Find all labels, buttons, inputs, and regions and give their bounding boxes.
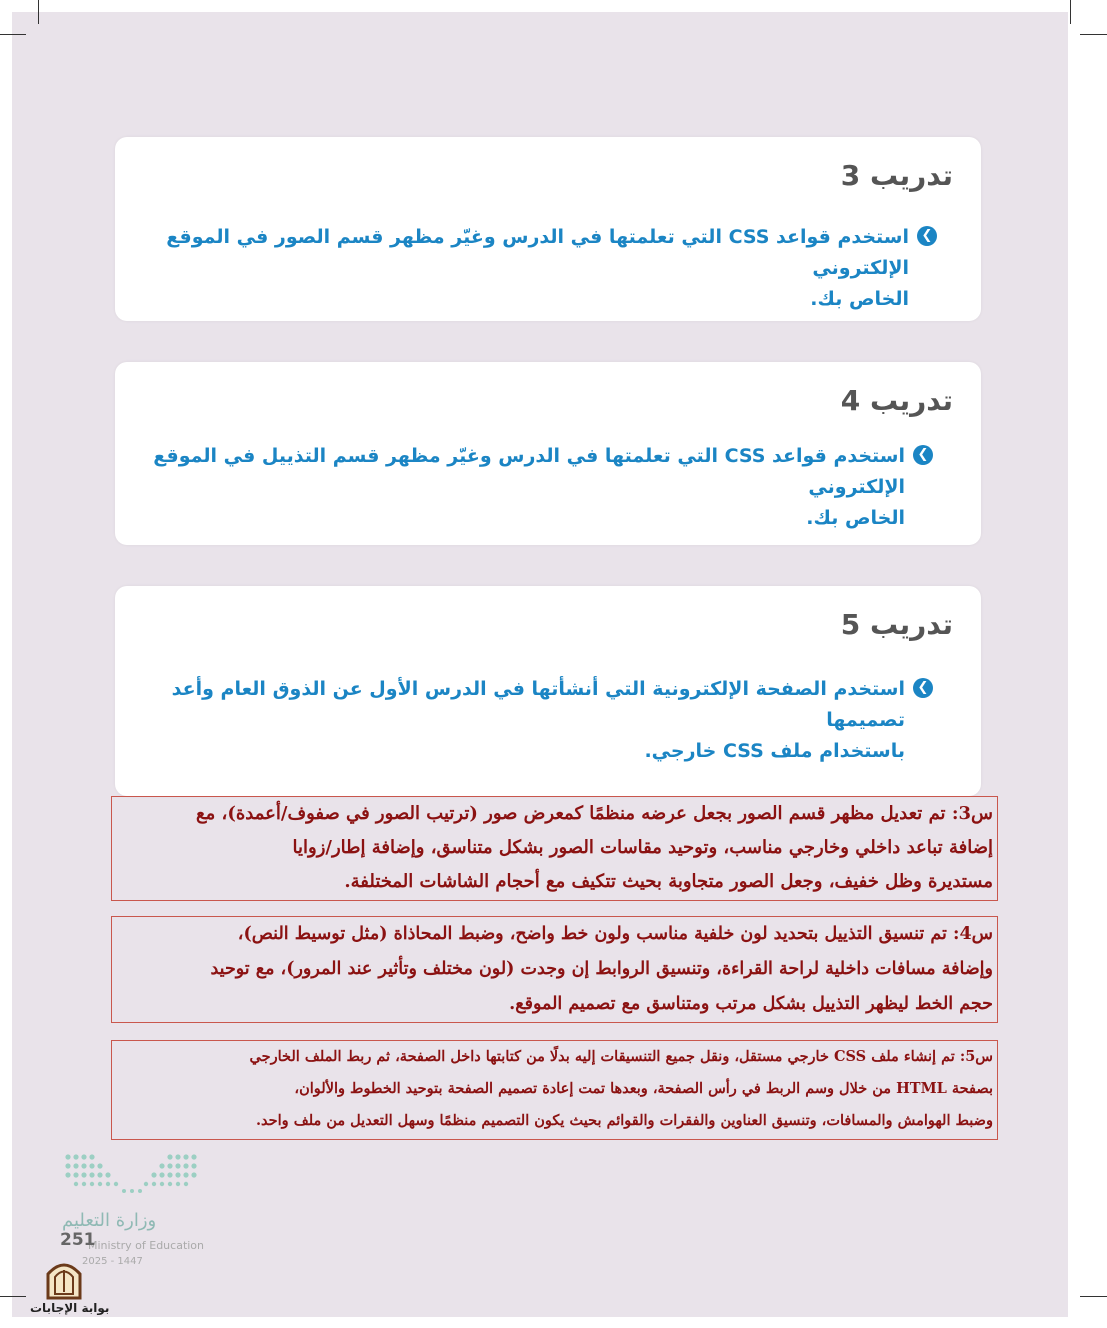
answer-box-5 bbox=[111, 1040, 998, 1140]
answers-portal-logo-icon bbox=[44, 1258, 84, 1300]
exercise-title: تدريب 5 bbox=[840, 608, 953, 641]
answer-line: س5: تم إنشاء ملف CSS خارجي مستقل، ونقل جميع التنسيقات إليه بدلًا من كتابتها داخل الصفحة، ثم ربط الملف الخارجي bbox=[249, 1048, 993, 1065]
exercise-text bbox=[115, 441, 905, 534]
exercise-card-4 bbox=[115, 362, 981, 545]
crop-mark bbox=[0, 34, 26, 35]
ministry-name-english: Ministry of Education bbox=[88, 1239, 205, 1252]
exercise-text-line: الخاص بك. bbox=[810, 288, 909, 310]
answer-box-4 bbox=[111, 916, 998, 1023]
answer-line: وإضافة مسافات داخلية لراحة القراءة، وتنسيق الروابط إن وجدت (لون مختلف وتأثير عند المرور)، مع توحيد bbox=[210, 959, 993, 979]
exercise-card-5 bbox=[115, 586, 981, 796]
crop-mark bbox=[1080, 1296, 1107, 1297]
answer-line: بصفحة HTML من خلال وسم الربط في رأس الصفحة، وبعدها تمت إعادة تصميم الصفحة بتوحيد الخطوط والألوان، bbox=[294, 1080, 993, 1097]
answer-line: حجم الخط ليظهر التذييل بشكل مرتب ومتناسق مع تصميم الموقع. bbox=[509, 994, 993, 1014]
page-number: 251 bbox=[60, 1230, 96, 1250]
exercise-text-line: باستخدام ملف CSS خارجي. bbox=[644, 740, 905, 762]
exercise-text-line: استخدم قواعد CSS التي تعلمتها في الدرس وغيّر مظهر قسم التذييل في الموقع الإلكتروني bbox=[153, 445, 905, 498]
crop-mark bbox=[1080, 34, 1107, 35]
answer-line: س3: تم تعديل مظهر قسم الصور بجعل عرضه منظمًا كمعرض صور (ترتيب الصور في صفوف/أعمدة)، مع bbox=[196, 803, 993, 824]
chevron-left-icon: ❮ bbox=[913, 445, 933, 465]
exercise-title: تدريب 4 bbox=[840, 384, 953, 417]
exercise-text-line: الخاص بك. bbox=[806, 507, 905, 529]
answer-line: وضبط الهوامش والمسافات، وتنسيق العناوين والفقرات والقوائم بحيث يكون التصميم منظمًا وسهل التعديل من ملف واحد. bbox=[256, 1112, 993, 1129]
crop-mark bbox=[38, 0, 39, 24]
exercise-text bbox=[115, 222, 909, 315]
exercise-card-3 bbox=[115, 137, 981, 321]
exercise-title: تدريب 3 bbox=[840, 159, 953, 192]
crop-mark bbox=[1070, 0, 1071, 24]
edition-year: 2025 - 1447 bbox=[82, 1256, 143, 1267]
ministry-name-arabic: وزارة التعليم bbox=[62, 1210, 157, 1231]
exercise-text-line: استخدم الصفحة الإلكترونية التي أنشأتها في الدرس الأول عن الذوق العام وأعد تصميمها bbox=[171, 678, 905, 731]
page-edge bbox=[1068, 0, 1107, 1328]
answers-portal-label: بوابة الإجابات bbox=[30, 1301, 110, 1315]
chevron-left-icon: ❮ bbox=[917, 226, 937, 246]
exercise-text bbox=[115, 674, 905, 767]
answer-line: مستديرة وظل خفيف، وجعل الصور متجاوبة بحيث تتكيف مع أحجام الشاشات المختلفة. bbox=[344, 871, 993, 892]
crop-mark bbox=[0, 1296, 26, 1297]
answer-box-3 bbox=[111, 796, 998, 901]
chevron-left-icon: ❮ bbox=[913, 678, 933, 698]
exercise-text-line: استخدم قواعد CSS التي تعلمتها في الدرس وغيّر مظهر قسم الصور في الموقع الإلكتروني bbox=[166, 226, 909, 279]
ministry-logo-icon bbox=[64, 1153, 198, 1201]
answer-line: س4: تم تنسيق التذييل بتحديد لون خلفية مناسب ولون خط واضح، وضبط المحاذاة (مثل توسيط النص)، bbox=[237, 924, 993, 944]
answer-line: إضافة تباعد داخلي وخارجي مناسب، وتوحيد مقاسات الصور بشكل متناسق، وإضافة إطار/زوايا bbox=[292, 837, 993, 858]
